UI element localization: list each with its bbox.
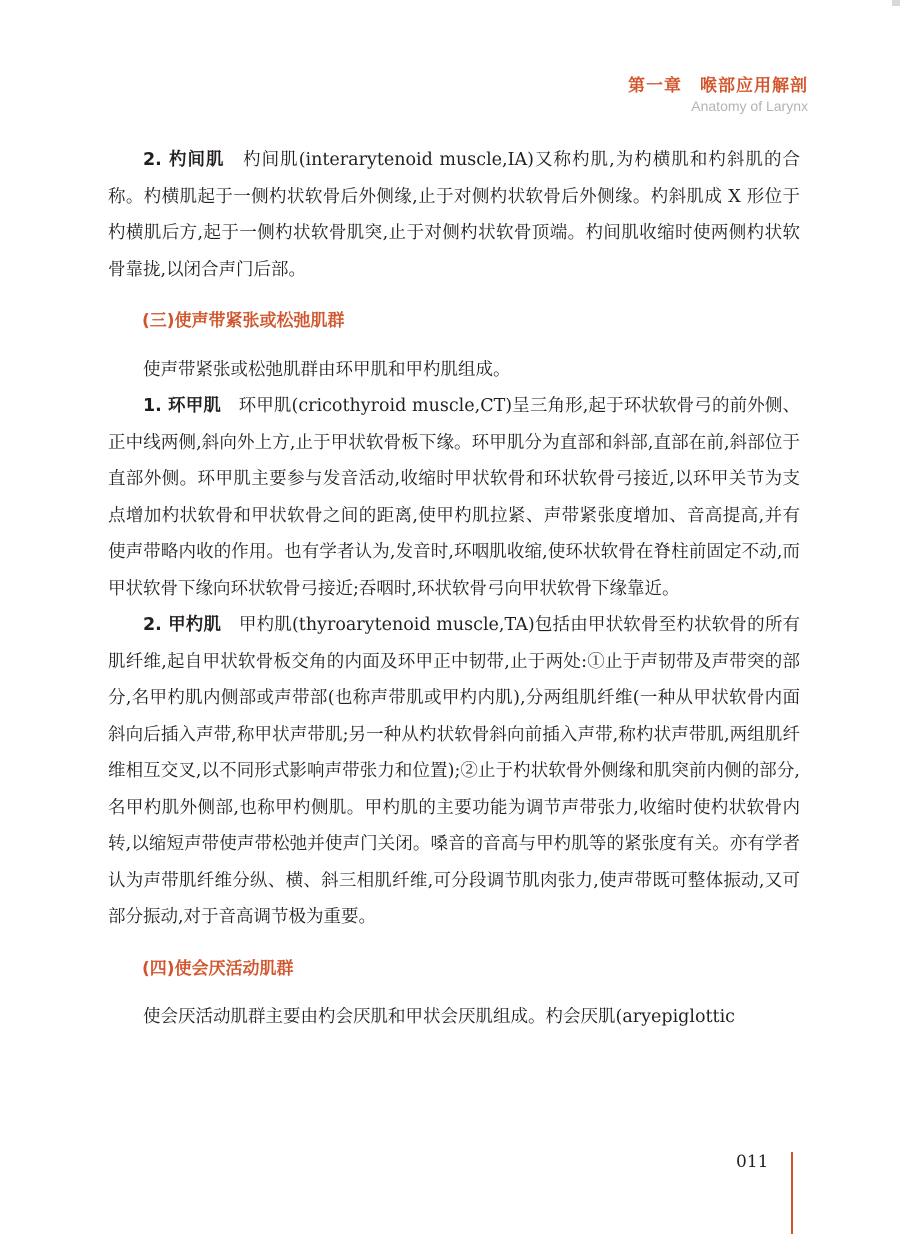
corner-mark [892,0,900,6]
section-heading-4: (四)使会厌活动肌群 [142,958,294,979]
body-text [108,142,800,1036]
term-thyroarytenoid: 2. 甲杓肌 [143,615,222,635]
paragraph-thyroarytenoid [108,607,800,936]
section-heading-3: (三)使声带紧张或松弛肌群 [142,311,345,331]
paragraph-cricothyroid [108,388,800,607]
paragraph-text: 甲杓肌(thyroarytenoid muscle,TA)包括由甲状软骨至杓状软骨的所有肌纤维,起自甲状软骨板交角的内面及环甲正中韧带,止于两处:①止于声韧带及声带突的部分,名甲杓肌内侧部或声带部(也称声带肌或甲杓内肌),分两组肌纤维(一种从甲状软骨内面斜向后插入声带,称甲状声带肌;另一种从杓状软骨斜向前插入声带,称杓状声带肌,两组肌纤维相互交叉,以不同形式影响声带张力和位置);②止于杓状软骨外侧缘和肌突前内侧的部分,名甲杓肌外侧部,也称甲杓侧肌。甲杓肌的主要功能为调节声带张力,收缩时使杓状软骨内转,以缩短声带使声带松弛并使声门关闭。嗓音的音高与甲杓肌等的紧张度有关。亦有学者认为声带肌纤维分纵、横、斜三相肌纤维,可分段调节肌肉张力,使声带既可整体振动,又可部分振动,对于音高调节极为重要。 [108,615,801,927]
term-cricothyroid: 1. 环甲肌 [143,396,221,416]
term-interarytenoid: 2. 杓间肌 [143,150,225,170]
chapter-title: 第一章 喉部应用解剖 [628,76,808,96]
paragraph-text: 环甲肌(cricothyroid muscle,CT)呈三角形,起于环状软骨弓的前外侧、正中线两侧,斜向外上方,止于甲状软骨板下缘。环甲肌分为直部和斜部,直部在前,斜部位于直部外侧。环甲肌主要参与发音活动,收缩时甲状软骨和环状软骨弓接近,以环甲关节为支点增加杓状软骨和甲状软骨之间的距离,使甲杓肌拉紧、声带紧张度增加、音高提高,并有使声带略内收的作用。也有学者认为,发音时,环咽肌收缩,使环状软骨在脊柱前固定不动,而甲状软骨下缘向环状软骨弓接近;吞咽时,环状软骨弓向甲状软骨下缘靠近。 [108,396,800,599]
page-number: 011 [736,1152,769,1172]
page-edge-rule [791,1152,793,1234]
paragraph-text: 杓间肌(interarytenoid muscle,IA)又称杓肌,为杓横肌和杓斜肌的合称。杓横肌起于一侧杓状软骨后外侧缘,止于对侧杓状软骨后外侧缘。杓斜肌成 X 形位于杓横肌后方,起于一侧杓状软骨肌突,止于对侧杓状软骨顶端。杓间肌收缩时使两侧杓状软骨靠拢,以闭合声门后部。 [108,150,801,280]
paragraph-interarytenoid [108,142,800,288]
paragraph-epiglottis-muscles: 使会厌活动肌群主要由杓会厌肌和甲状会厌肌组成。杓会厌肌(aryepiglottic [143,1007,735,1027]
chapter-subtitle: Anatomy of Larynx [691,98,808,114]
running-head [628,76,808,115]
paragraph-intro-tension: 使声带紧张或松弛肌群由环甲肌和甲杓肌组成。 [143,359,511,380]
